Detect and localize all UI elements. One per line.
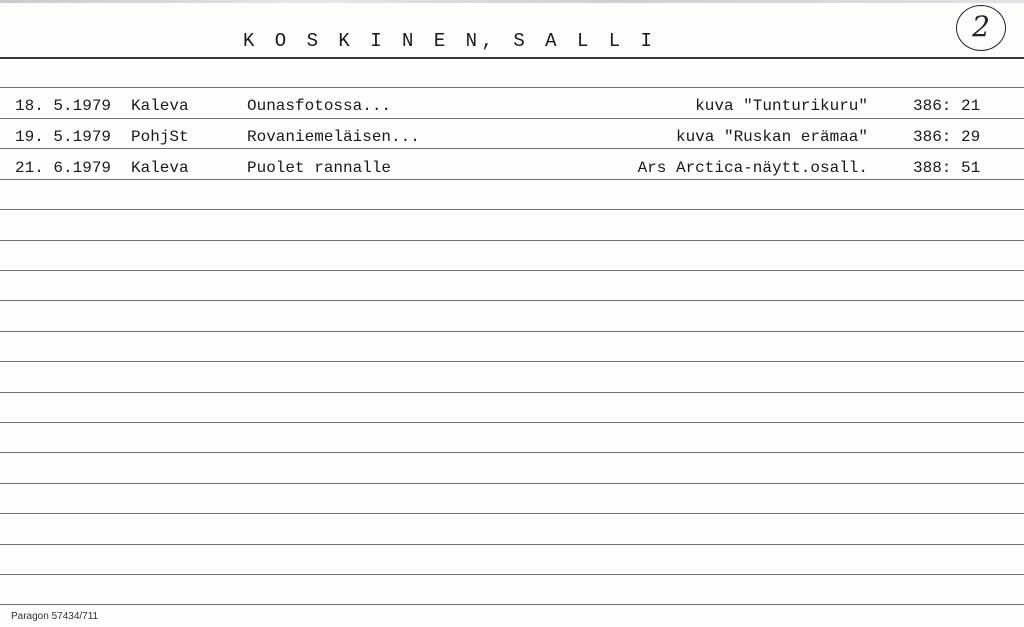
ruled-line: [0, 270, 1024, 271]
entry-row: [0, 91, 1024, 121]
entry-paper: Kaleva: [131, 97, 189, 115]
ruled-line: [0, 513, 1024, 514]
entry-date: 19. 5.1979: [15, 128, 112, 146]
entry-title: Ounasfotossa...: [247, 97, 392, 115]
ruled-line: [0, 331, 1024, 332]
ruled-line: [0, 392, 1024, 393]
entry-note: kuva "Tunturikuru": [695, 97, 868, 115]
entry-date: 21. 6.1979: [15, 159, 112, 177]
ruled-line: [0, 209, 1024, 210]
ruled-line: [0, 574, 1024, 575]
ruled-line: [0, 361, 1024, 362]
ruled-line: [0, 483, 1024, 484]
entry-row: [0, 153, 1024, 183]
entry-ref: 386: 21: [913, 97, 981, 115]
ruled-line: [0, 604, 1024, 605]
entry-paper: Kaleva: [131, 159, 189, 177]
entry-paper: PohjSt: [131, 128, 189, 146]
card-top-edge: [0, 0, 1024, 3]
entry-title: Rovaniemeläisen...: [247, 128, 420, 146]
ruled-line: [0, 57, 1024, 59]
ruled-line: [0, 422, 1024, 423]
entry-date: 18. 5.1979: [15, 97, 112, 115]
ruled-line: [0, 544, 1024, 545]
entry-note: kuva "Ruskan erämaa": [675, 128, 868, 146]
card-footer-print: Paragon 57434/711: [11, 611, 99, 622]
ruled-line: [0, 300, 1024, 301]
card-name-heading: K O S K I N E N, S A L L I: [243, 30, 657, 52]
card-number-badge: 2: [956, 5, 1006, 51]
entry-ref: 386: 29: [913, 128, 981, 146]
entry-note: Ars Arctica-näytt.osall.: [637, 159, 868, 177]
entry-row: [0, 122, 1024, 152]
ruled-line: [0, 452, 1024, 453]
entry-title: Puolet rannalle: [247, 159, 392, 177]
ruled-line: [0, 87, 1024, 88]
ruled-line: [0, 240, 1024, 241]
entry-ref: 388: 51: [913, 159, 981, 177]
